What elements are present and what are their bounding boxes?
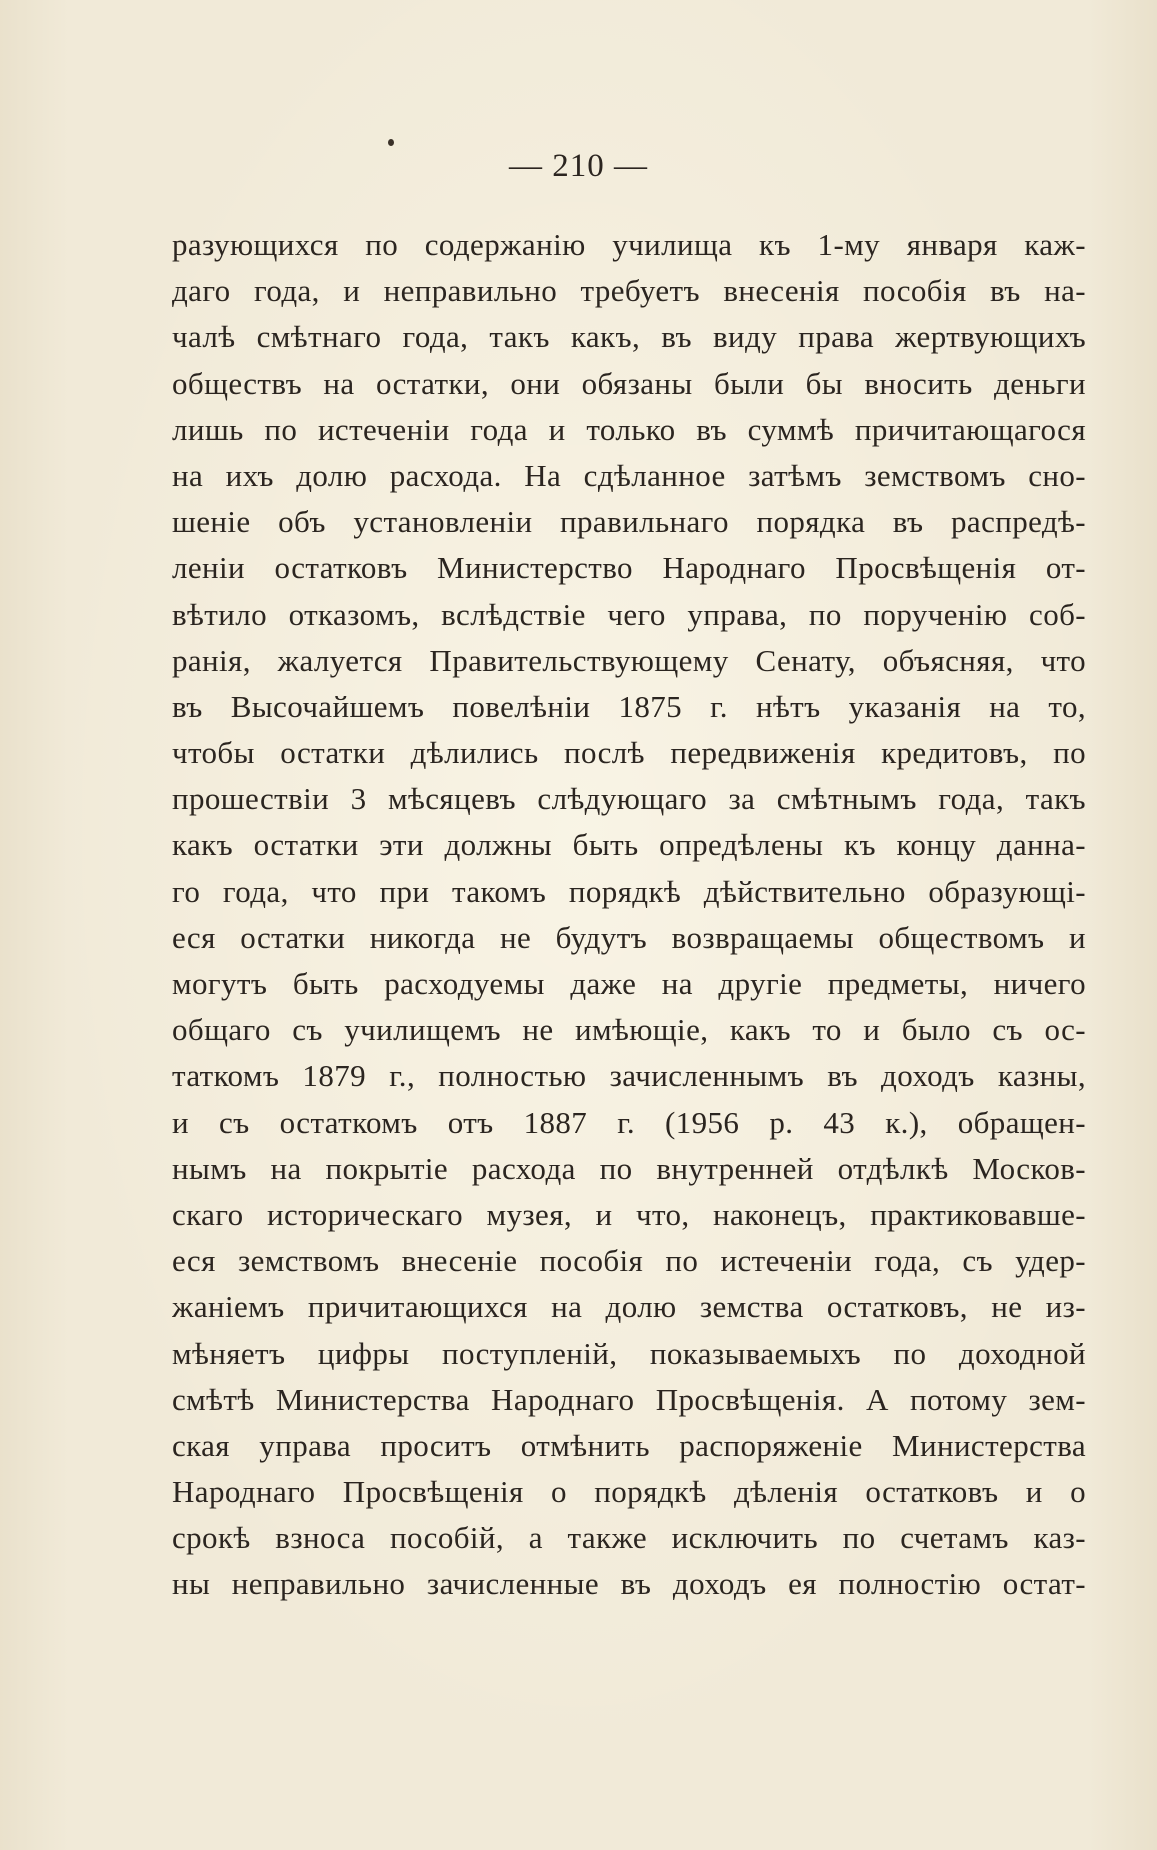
text-line: леніи остатковъ Министерство Народнаго Просвѣщенія от- [172,550,1086,586]
text-line: могутъ быть расходуемы даже на другіе предметы, ничего [172,966,1086,1001]
text-line: еся остатки никогда не будутъ возвращаемы обществомъ и [172,919,1086,955]
text-line: жаніемъ причитающихся на долю земства остатковъ, не из- [172,1289,1086,1325]
body-text [172,222,1086,1608]
text-line: го года, что при такомъ порядкѣ дѣйствительно образующі- [172,873,1086,909]
text-line: мѣняетъ цифры поступленій, показываемыхъ по доходной [172,1335,1086,1371]
text-line: шеніе объ установленіи правильнаго порядка въ распредѣ- [172,504,1086,540]
text-line: чалѣ смѣтнаго года, такъ какъ, въ виду права жертвующихъ [172,319,1086,355]
text-line: обществъ на остатки, они обязаны были бы вносить деньги [172,365,1086,401]
text-line: какъ остатки эти должны быть опредѣлены къ концу данна- [172,827,1086,863]
text-line: еся земствомъ внесеніе пособія по истеченіи года, съ удер- [172,1243,1086,1279]
text-line: таткомъ 1879 г., полностью зачисленнымъ въ доходъ казны, [172,1058,1086,1094]
text-line: вѣтило отказомъ, вслѣдствіе чего управа, по порученію соб- [172,596,1086,632]
text-line: скаго историческаго музея, и что, наконецъ, практиковавше- [172,1196,1086,1232]
text-line: на ихъ долю расхода. На сдѣланное затѣмъ земствомъ сно- [172,457,1086,493]
text-line: общаго съ училищемъ не имѣющіе, какъ то и было съ ос- [172,1012,1086,1048]
text-line: Народнаго Просвѣщенія о порядкѣ дѣленія остатковъ и о [172,1474,1086,1510]
text-line: въ Высочайшемъ повелѣніи 1875 г. нѣтъ указанія на то, [172,688,1086,724]
text-line: разующихся по содержанію училища къ 1-му января каж- [172,227,1086,262]
text-line: чтобы остатки дѣлились послѣ передвиженія кредитовъ, по [172,735,1086,771]
text-line: и съ остаткомъ отъ 1887 г. (1956 р. 43 к.), обращен- [172,1104,1086,1140]
text-line: ранія, жалуется Правительствующему Сенату, объясняя, что [172,642,1086,678]
ink-speck [388,139,394,146]
text-line: срокѣ взноса пособій, а также исключить по счетамъ каз- [172,1520,1086,1556]
text-line: ны неправильно зачисленные въ доходъ ея полностію остат- [172,1566,1086,1602]
text-line: прошествіи 3 мѣсяцевъ слѣдующаго за смѣтнымъ года, такъ [172,781,1086,817]
text-line: даго года, и неправильно требуетъ внесенія пособія въ на- [172,273,1086,309]
page-number: — 210 — [509,148,648,184]
text-line: смѣтѣ Министерства Народнаго Просвѣщенія. А потому зем- [172,1381,1086,1417]
text-line: нымъ на покрытіе расхода по внутренней отдѣлкѣ Москов- [172,1150,1086,1186]
text-line: лишь по истеченіи года и только въ суммѣ причитающагося [172,411,1086,447]
text-line: ская управа проситъ отмѣнить распоряженіе Министерства [172,1427,1086,1463]
